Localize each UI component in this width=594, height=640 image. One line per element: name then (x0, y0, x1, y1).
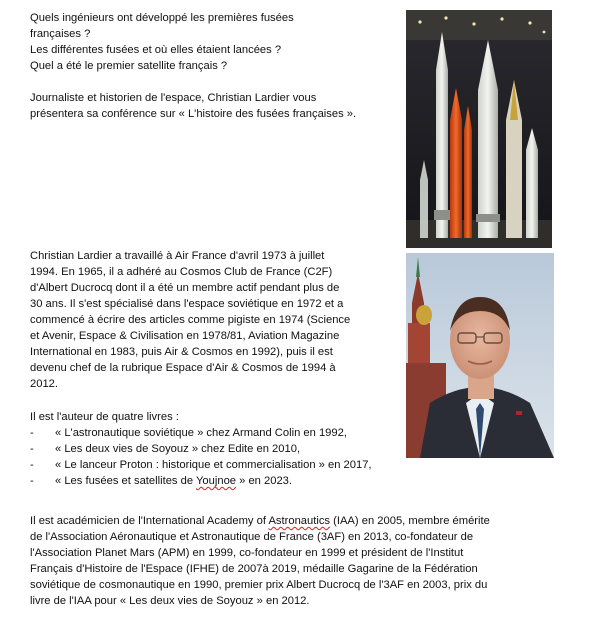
intro-line: Quel a été le premier satellite français ? (30, 60, 228, 72)
list-item: - « Le lanceur Proton : historique et commercialisation » en 2017, (30, 457, 450, 473)
academy-line: Français d'Histoire de l'Espace (IFHE) de 2007à 2019, médaille Gagarine de la Fédération (30, 563, 478, 575)
intro-line: Les différentes fusées et où elles étaient lancées ? (30, 44, 282, 56)
spellcheck-flagged-word: Youjnoe (195, 475, 237, 487)
bio-line: 1994. En 1965, il a adhéré au Cosmos Club de France (C2F) (30, 266, 333, 278)
list-item: - « Les deux vies de Soyouz » chez Edite en 2010, (30, 441, 450, 457)
spellcheck-flagged-word: Astronautics (268, 515, 331, 527)
academy-line: l'Association Planet Mars (APM) en 1999, co-fondateur en 1999 et président de l'Institut (30, 547, 464, 559)
bio-line: Christian Lardier a travaillé à Air France d'avril 1973 à juillet (30, 250, 325, 262)
bio-line: International en 1983, puis Air & Cosmos en 1992), puis il est (30, 346, 333, 358)
books-title: Il est l'auteur de quatre livres : (30, 411, 179, 423)
academy-line: soviétique de cosmonautique en 1990, premier prix Albert Ducrocq de l'3AF en 2003, prix du (30, 579, 488, 591)
bio-line: d'Albert Ducrocq dont il a été un membre actif pendant plus de (30, 282, 340, 294)
bio-line: devenu chef de la rubrique Espace d'Air & Cosmos de 1994 à (30, 362, 336, 374)
rockets-museum-photo (406, 10, 552, 248)
academy-paragraph (30, 513, 564, 609)
intro-line: françaises ? (30, 28, 91, 40)
bio-line: 2012. (30, 378, 58, 390)
bio-line: commencé à écrire des articles comme pigiste en 1974 (Science (30, 314, 351, 326)
books-section (30, 409, 450, 489)
intro-line: Quels ingénieurs ont développé les premières fusées (30, 12, 294, 24)
biography-paragraph (30, 248, 390, 392)
academy-line: Il est académicien de l'International Academy of Astronautics (IAA) en 2005, membre émérite (30, 515, 490, 527)
bio-line: 30 ans. Il s'est spécialisé dans l'espace soviétique en 1972 et a (30, 298, 344, 310)
bio-line: et Avenir, Espace & Civilisation en 1978/81, Aviation Magazine (30, 330, 340, 342)
academy-line: livre de l'IAA pour « Les deux vies de Soyouz » en 2012. (30, 595, 310, 607)
presentation-line: Journaliste et historien de l'espace, Christian Lardier vous (30, 92, 317, 104)
portrait-photo (406, 253, 554, 458)
books-list (30, 425, 450, 489)
list-item: - « L'astronautique soviétique » chez Armand Colin en 1992, (30, 425, 450, 441)
list-item: - « Les fusées et satellites de Youjnoe » en 2023. (30, 473, 450, 489)
intro-text (30, 10, 390, 122)
academy-line: de l'Association Aéronautique et Astronautique de France (3AF) en 2013, co-fondateur de (30, 531, 474, 543)
spacer (30, 74, 390, 90)
presentation-line: présentera sa conférence sur « L'histoire des fusées françaises ». (30, 108, 357, 120)
